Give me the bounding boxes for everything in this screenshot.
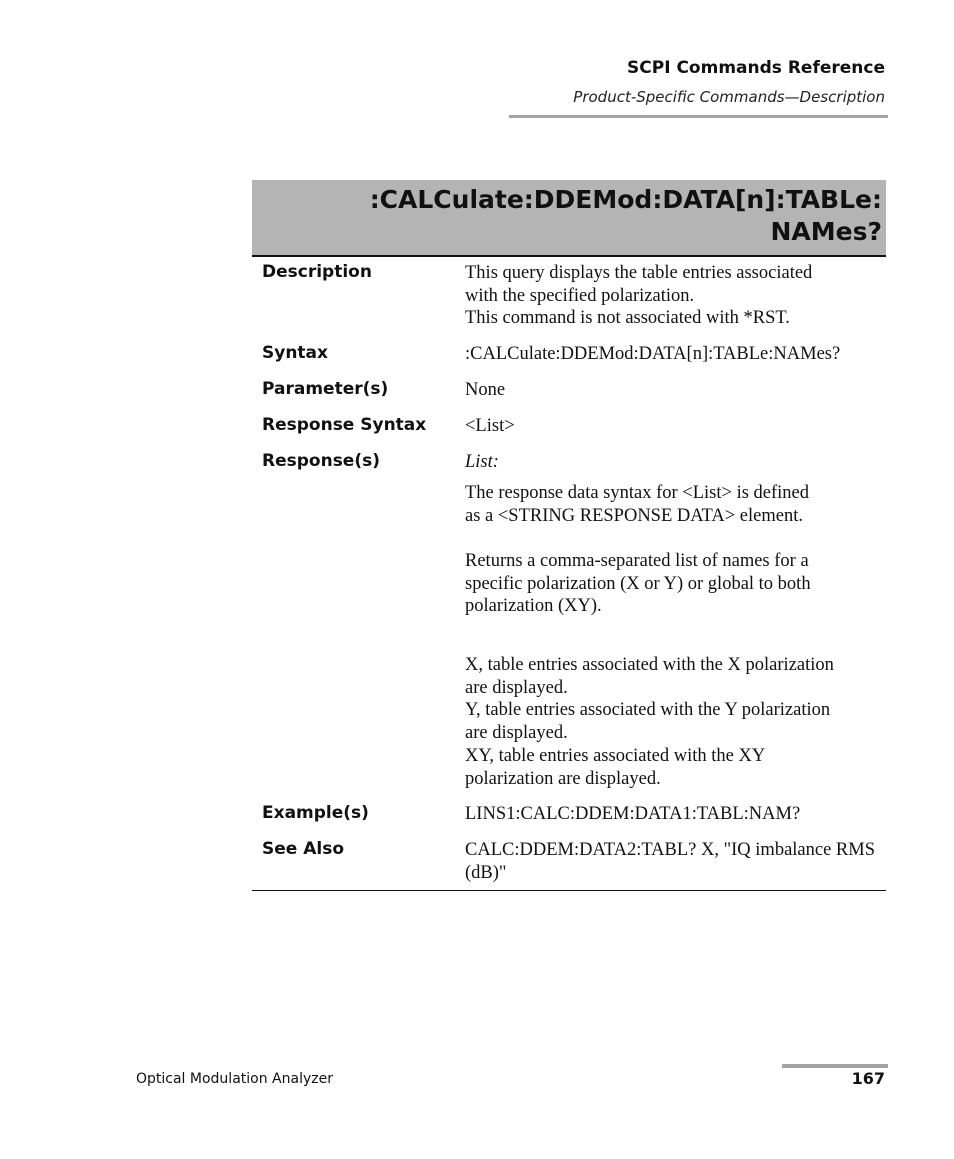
command-title-line-1: :CALCulate:DDEMod:DATA[n]:TABLe: bbox=[369, 185, 882, 214]
syntax-value: :CALCulate:DDEMod:DATA[n]:TABLe:NAMes? bbox=[465, 344, 841, 364]
response-line: specific polarization (X or Y) or global to both bbox=[465, 573, 811, 594]
description-line: with the specified polarization. bbox=[465, 285, 695, 306]
response-syntax-label: Response Syntax bbox=[262, 415, 427, 435]
command-title bbox=[370, 184, 882, 248]
see-also-line: (dB)" bbox=[465, 862, 507, 883]
syntax-label: Syntax bbox=[262, 343, 328, 363]
description-value bbox=[465, 262, 885, 330]
response-line: Returns a comma-separated list of names for a bbox=[465, 551, 809, 571]
response-paragraph-2 bbox=[465, 550, 885, 618]
response-line: are displayed. bbox=[465, 723, 568, 744]
header-divider bbox=[509, 115, 888, 118]
description-label: Description bbox=[262, 262, 372, 282]
response-line: are displayed. bbox=[465, 677, 568, 698]
command-title-line-2: NAMes? bbox=[770, 217, 882, 246]
response-name: List: bbox=[465, 452, 499, 472]
examples-label: Example(s) bbox=[262, 803, 369, 823]
table-bottom-rule bbox=[252, 890, 886, 891]
response-line: Y, table entries associated with the Y polarization bbox=[465, 700, 831, 721]
command-title-band bbox=[252, 180, 886, 255]
response-line: as a <STRING RESPONSE DATA> element. bbox=[465, 505, 803, 526]
response-line: X, table entries associated with the X polarization bbox=[465, 655, 834, 675]
response-line: polarization (XY). bbox=[465, 596, 602, 617]
response-paragraph-1 bbox=[465, 482, 885, 527]
response-line: XY, table entries associated with the XY bbox=[465, 745, 766, 766]
footer-product-name: Optical Modulation Analyzer bbox=[136, 1071, 333, 1087]
table-top-rule bbox=[252, 255, 886, 257]
response-line: polarization are displayed. bbox=[465, 768, 661, 789]
see-also-label: See Also bbox=[262, 839, 345, 859]
see-also-value bbox=[465, 839, 885, 884]
see-also-line: CALC:DDEM:DATA2:TABL? X, "IQ imbalance RMS bbox=[465, 840, 876, 860]
description-line: This query displays the table entries associated bbox=[465, 263, 813, 283]
page-number: 167 bbox=[851, 1069, 885, 1088]
response-syntax-value: <List> bbox=[465, 416, 515, 436]
parameters-value: None bbox=[465, 380, 506, 400]
running-header-title: SCPI Commands Reference bbox=[627, 58, 885, 78]
responses-label: Response(s) bbox=[262, 451, 380, 471]
response-paragraph-3 bbox=[465, 654, 885, 790]
running-header-subtitle: Product-Specific Commands—Description bbox=[573, 88, 885, 106]
response-line: The response data syntax for <List> is defined bbox=[465, 483, 810, 503]
description-line: This command is not associated with *RST. bbox=[465, 308, 790, 329]
parameters-label: Parameter(s) bbox=[262, 379, 389, 399]
footer-divider bbox=[782, 1064, 888, 1068]
examples-value: LINS1:CALC:DDEM:DATA1:TABL:NAM? bbox=[465, 804, 801, 824]
